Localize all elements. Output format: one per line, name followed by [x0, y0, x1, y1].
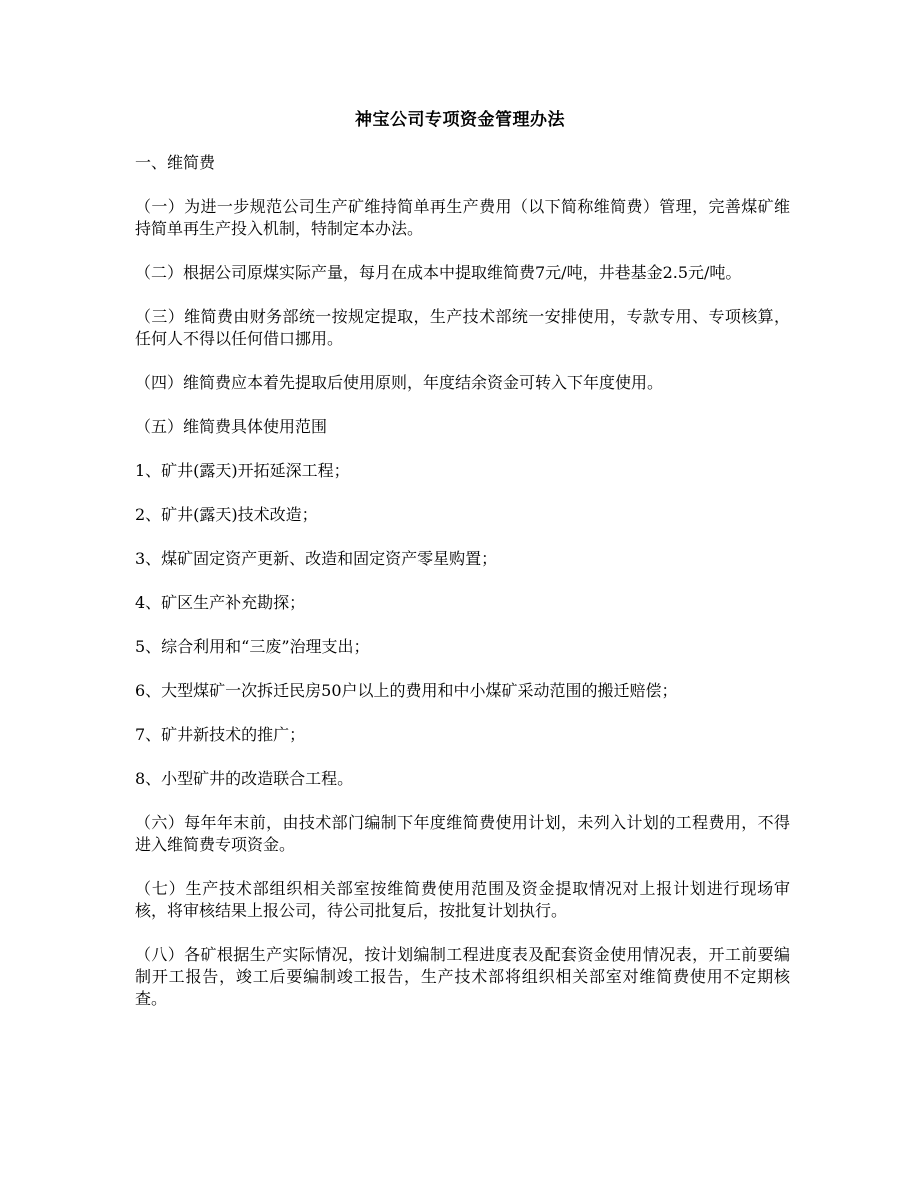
section-heading: 一、维简费	[135, 153, 216, 172]
paragraph-5: （五）维简费具体使用范围	[135, 417, 328, 436]
paragraph-6: （六）每年年末前，由技术部门编制下年度维简费使用计划，未列入计划的工程费用，不得进入维简费专项资金。	[135, 813, 790, 854]
paragraph-1: （一）为进一步规范公司生产矿维持简单再生产费用（以下简称维简费）管理，完善煤矿维持简单再生产投入机制，特制定本办法。	[135, 197, 790, 238]
list-item-8: 8、小型矿井的改造联合工程。	[135, 769, 354, 788]
list-item-2: 2、矿井(露天)技术改造；	[135, 505, 318, 524]
paragraph-4: （四）维简费应本着先提取后使用原则，年度结余资金可转入下年度使用。	[135, 373, 664, 392]
paragraph-2: （二）根据公司原煤实际产量，每月在成本中提取维简费7元/吨，井巷基金2.5元/吨。	[135, 263, 742, 282]
paragraph-3: （三）维简费由财务部统一按规定提取，生产技术部统一安排使用，专款专用、专项核算，任何人不得以任何借口挪用。	[135, 307, 790, 348]
document-body	[135, 152, 790, 1032]
list-item-7: 7、矿井新技术的推广；	[135, 725, 306, 744]
paragraph-7: （七）生产技术部组织相关部室按维简费使用范围及资金提取情况对上报计划进行现场审核，将审核结果上报公司，待公司批复后，按批复计划执行。	[135, 879, 790, 920]
list-item-4: 4、矿区生产补充勘探；	[135, 593, 306, 612]
list-item-5: 5、综合利用和“三废”治理支出；	[135, 637, 370, 656]
list-item-3: 3、煤矿固定资产更新、改造和固定资产零星购置；	[135, 549, 498, 568]
list-item-6: 6、大型煤矿一次拆迁民房50户以上的费用和中小煤矿采动范围的搬迁赔偿；	[135, 681, 678, 700]
paragraph-8: （八）各矿根据生产实际情况，按计划编制工程进度表及配套资金使用情况表，开工前要编制开工报告，竣工后要编制竣工报告，生产技术部将组织相关部室对维简费使用不定期核查。	[135, 945, 790, 1008]
list-item-1: 1、矿井(露天)开拓延深工程；	[135, 461, 350, 480]
document-title: 神宝公司专项资金管理办法	[355, 110, 565, 130]
